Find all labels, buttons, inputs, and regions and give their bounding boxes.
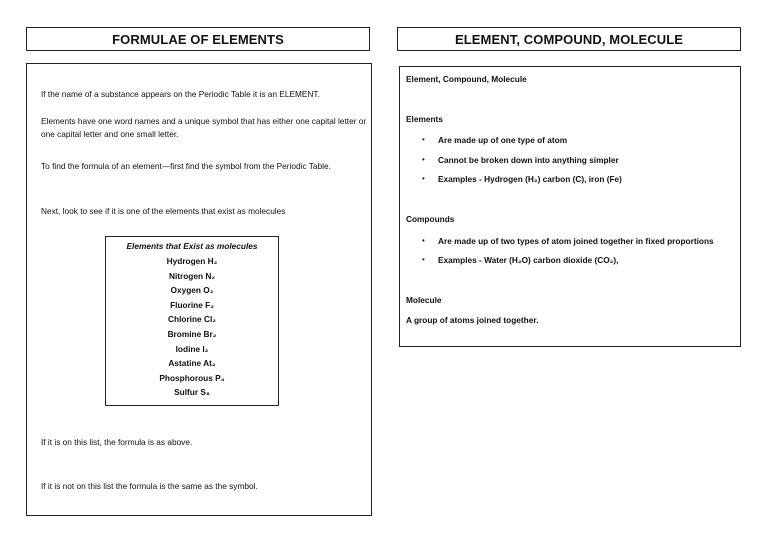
molecule-item: Fluorine F₂ [170,299,214,310]
elements-names-paragraph: Elements have one word names and a unique symbol that has either one capital letter or one capital letter and one small letter. [41,116,367,139]
elements-bullet: Examples - Hydrogen (H₂) carbon (C), iron (Fe) [438,174,622,184]
molecule-item: Oxygen O₂ [170,285,214,296]
compounds-heading: Compounds [406,214,455,224]
not-on-list-paragraph: If it is not on this list the formula is the same as the symbol. [41,481,258,491]
intro-paragraph: If the name of a substance appears on the Periodic Table it is an ELEMENT. [41,89,320,99]
molecules-table [105,236,279,406]
molecules-heading: Elements that Exist as molecules [126,241,258,251]
molecule-item: Iodine I₂ [175,343,209,354]
molecule-item: Hydrogen H₂ [166,256,218,266]
definitions-subtitle: Element, Compound, Molecule [406,74,527,84]
bullet-icon: • [422,255,425,264]
molecule-item: Astatine At₂ [168,358,216,369]
molecule-item: Nitrogen N₂ [168,270,216,281]
on-list-paragraph: If it is on this list, the formula is as above. [41,437,193,447]
formulae-panel [26,63,372,516]
molecule-item: Sulfur S₈ [174,387,210,398]
molecule-heading: Molecule [406,295,442,305]
right-title: ELEMENT, COMPOUND, MOLECULE [397,27,741,51]
molecules-list [106,254,278,400]
find-formula-paragraph: To find the formula of an element—first find the symbol from the Periodic Table. [41,161,331,171]
definitions-panel [399,66,741,347]
bullet-icon: • [422,174,425,183]
molecule-item: Phosphorous P₄ [159,372,225,383]
bullet-icon: • [422,155,425,164]
elements-heading: Elements [406,114,443,124]
elements-bullet: Are made up of one type of atom [438,135,568,145]
molecule-item: Chlorine Cl₂ [168,314,216,325]
compounds-bullet: Examples - Water (H₂O) carbon dioxide (CO₂), [438,255,619,265]
next-step-paragraph: Next, look to see if it is one of the elements that exist as molecules [41,206,286,216]
bullet-icon: • [422,135,425,144]
elements-bullet: Cannot be broken down into anything simpler [438,155,619,165]
left-title: FORMULAE OF ELEMENTS [26,27,370,51]
bullet-icon: • [422,236,425,245]
molecule-definition: A group of atoms joined together. [406,315,539,325]
compounds-bullet: Are made up of two types of atom joined together in fixed proportions [438,236,714,246]
molecule-item: Bromine Br₂ [167,328,217,339]
